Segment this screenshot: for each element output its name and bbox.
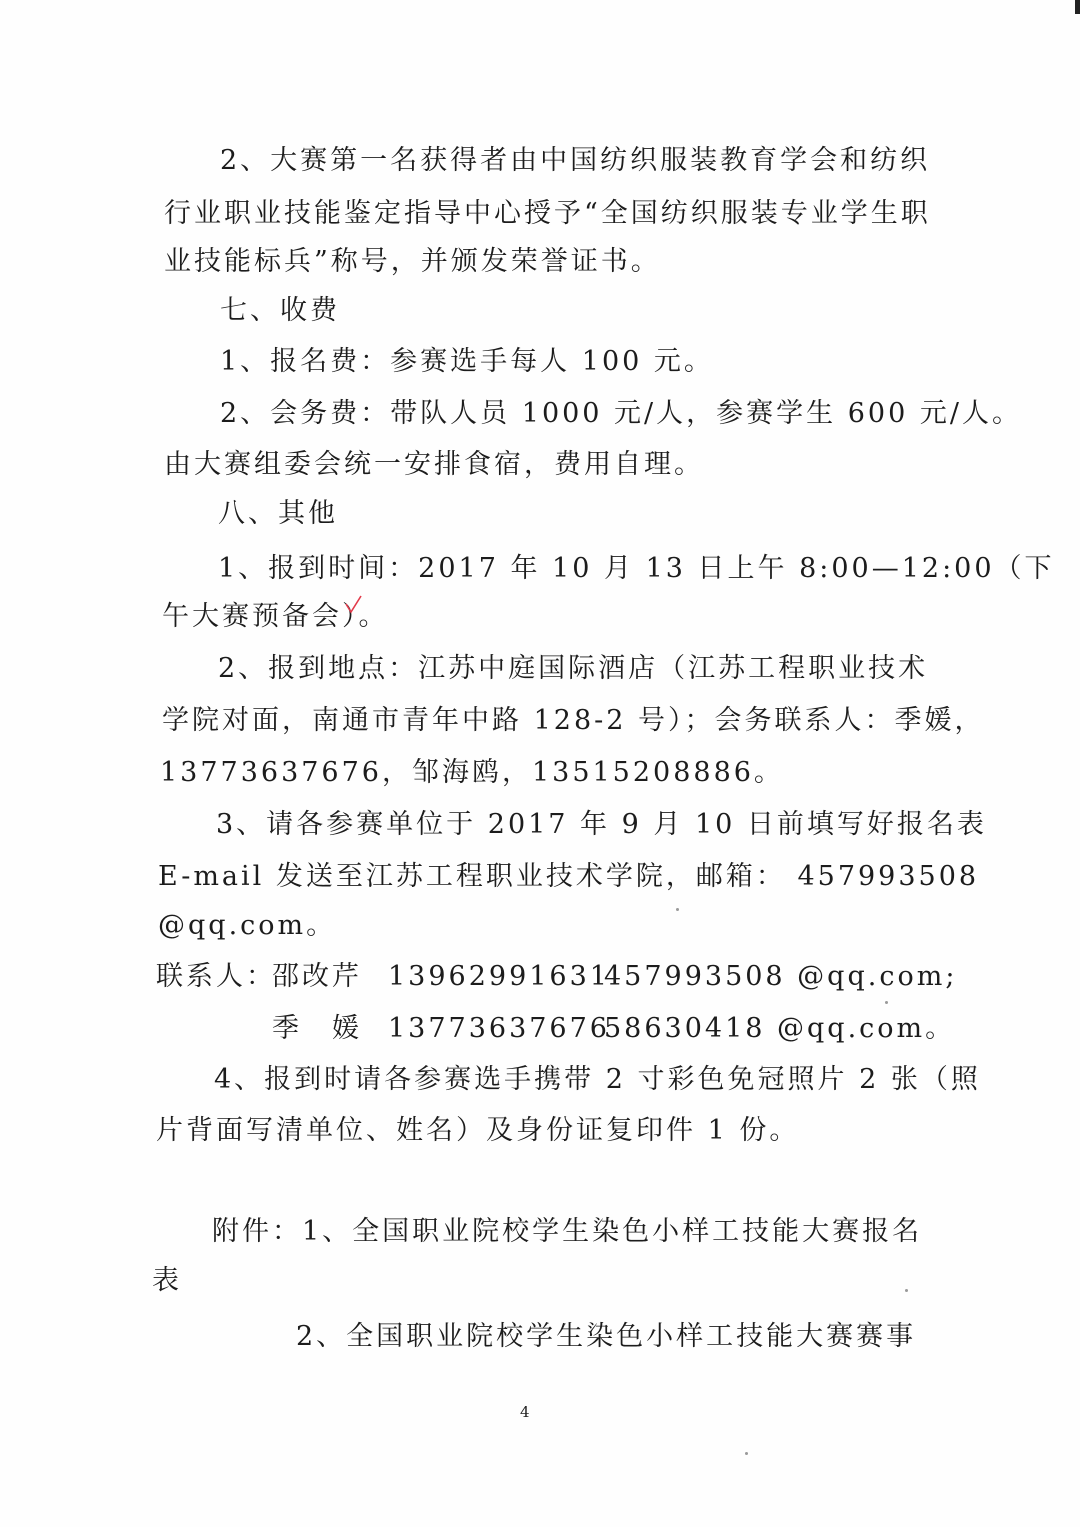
paragraph-line: @qq.com。 (158, 910, 337, 941)
paragraph-line: 学院对面，南通市青年中路 128-2 号）；会务联系人：季媛， (162, 705, 985, 736)
paragraph-line: 1、报到时间：2017 年 10 月 13 日上午 8:00—12:00（下 (218, 553, 1055, 584)
paragraph-line: 午大赛预备会）。 (162, 601, 389, 632)
paragraph-line: 行业职业技能鉴定指导中心授予“全国纺织服装专业学生职 (164, 198, 931, 229)
contact-label: 联系人： (156, 961, 276, 992)
paragraph-line: 2、报到地点：江苏中庭国际酒店（江苏工程职业技术 (218, 653, 929, 684)
attachment-line: 附件：1、全国职业院校学生染色小样工技能大赛报名 (212, 1216, 923, 1247)
contact-email: 457993508 @qq.com; (604, 961, 958, 992)
paragraph-line: 4、报到时请各参赛选手携带 2 寸彩色免冠照片 2 张（照 (214, 1064, 981, 1095)
contact-email: 58630418 @qq.com。 (604, 1013, 956, 1044)
scan-speck (885, 1001, 888, 1004)
pen-check-mark (344, 594, 364, 618)
attachment-line: 表 (152, 1265, 182, 1296)
section-heading: 八、其他 (218, 498, 338, 529)
paragraph-line: 2、会务费：带队人员 1000 元/人，参赛学生 600 元/人。 (220, 398, 1022, 429)
scan-speck (745, 1452, 748, 1455)
paragraph-line: 业技能标兵”称号，并颁发荣誉证书。 (164, 246, 661, 277)
paragraph-line: 13773637676，邹海鸥，13515208886。 (160, 757, 784, 788)
scan-speck (905, 1289, 908, 1292)
contact-phone: 13962991631 (388, 961, 610, 992)
paragraph-line: 3、请各参赛单位于 2017 年 9 月 10 日前填写好报名表 (216, 809, 987, 840)
contact-name: 季 媛 (272, 1013, 362, 1044)
paragraph-line: 2、大赛第一名获得者由中国纺织服装教育学会和纺织 (220, 145, 931, 176)
paragraph-line: 由大赛组委会统一安排食宿，费用自理。 (164, 449, 704, 480)
page-number: 4 (520, 1403, 530, 1421)
scan-speck (676, 908, 679, 911)
paragraph-line: 1、报名费：参赛选手每人 100 元。 (220, 346, 714, 377)
section-heading: 七、收费 (220, 295, 340, 326)
paragraph-line: 片背面写清单位、姓名）及身份证复印件 1 份。 (156, 1115, 800, 1146)
scan-corner-mark (1075, 0, 1080, 14)
paragraph-line: E-mail 发送至江苏工程职业技术学院，邮箱： 457993508 (158, 861, 980, 892)
contact-phone: 13773637676 (388, 1013, 610, 1044)
attachment-line: 2、全国职业院校学生染色小样工技能大赛赛事 (296, 1321, 917, 1352)
contact-name: 邵改芹 (272, 961, 362, 992)
